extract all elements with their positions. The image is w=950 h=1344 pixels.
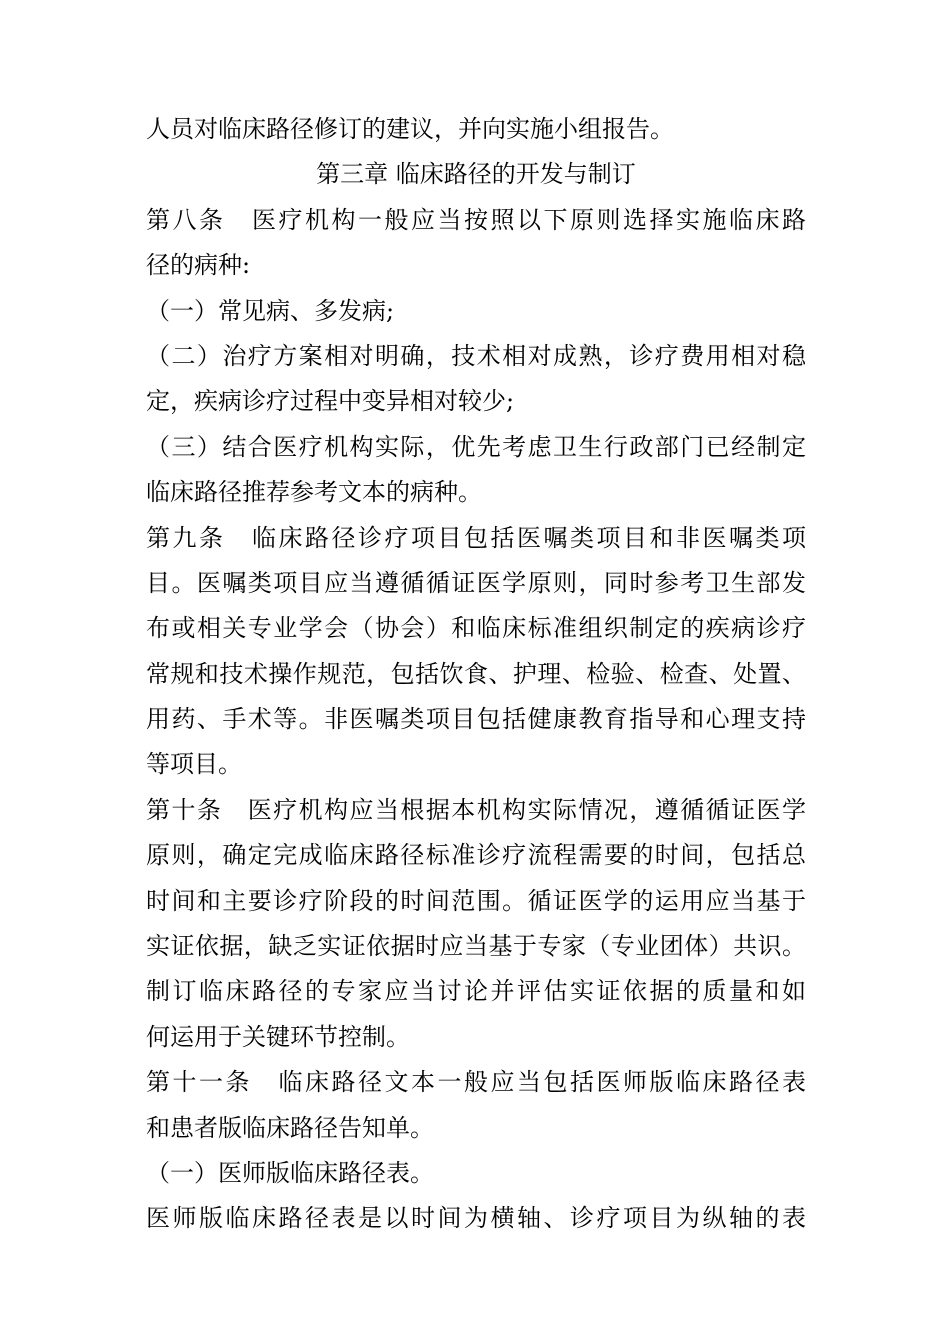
paragraph-line: 医师版临床路径表是以时间为横轴、诊疗项目为纵轴的表	[146, 1204, 806, 1233]
paragraph-line: 第九条 临床路径诊疗项目包括医嘱类项目和非医嘱类项	[146, 523, 806, 552]
paragraph-line: 临床路径推荐参考文本的病种。	[146, 478, 482, 507]
paragraph-line: 第十条 医疗机构应当根据本机构实际情况，遵循循证医学	[146, 795, 806, 824]
chapter-heading: 第三章 临床路径的开发与制订	[316, 160, 636, 189]
paragraph-line: 人员对临床路径修订的建议，并向实施小组报告。	[146, 115, 674, 143]
paragraph-line: 用药、手术等。非医嘱类项目包括健康教育指导和心理支持	[146, 705, 806, 734]
paragraph-line: 第十一条 临床路径文本一般应当包括医师版临床路径表	[146, 1068, 806, 1097]
paragraph-line: 原则，确定完成临床路径标准诊疗流程需要的时间，包括总	[146, 841, 806, 870]
list-item: （二）治疗方案相对明确，技术相对成熟，诊疗费用相对稳	[146, 341, 806, 370]
paragraph-line: 径的病种:	[146, 251, 251, 280]
paragraph-line: 等项目。	[146, 750, 242, 779]
list-item: （一）医师版临床路径表。	[146, 1158, 434, 1187]
paragraph-line: 和患者版临床路径告知单。	[146, 1113, 434, 1142]
list-item: （三）结合医疗机构实际，优先考虑卫生行政部门已经制定	[146, 432, 806, 461]
paragraph-line: 制订临床路径的专家应当讨论并评估实证依据的质量和如	[146, 977, 806, 1006]
list-item: （一）常见病、多发病;	[146, 296, 395, 325]
paragraph-line: 时间和主要诊疗阶段的时间范围。循证医学的运用应当基于	[146, 886, 806, 915]
paragraph-line: 定，疾病诊疗过程中变异相对较少;	[146, 387, 515, 416]
paragraph-line: 实证依据，缺乏实证依据时应当基于专家（专业团体）共识。	[146, 932, 806, 961]
document-page	[146, 107, 806, 1242]
paragraph-line: 目。医嘱类项目应当遵循循证医学原则，同时参考卫生部发	[146, 568, 806, 597]
paragraph-line: 何运用于关键环节控制。	[146, 1022, 410, 1051]
paragraph-line: 常规和技术操作规范，包括饮食、护理、检验、检查、处置、	[146, 659, 806, 688]
paragraph-line: 第八条 医疗机构一般应当按照以下原则选择实施临床路	[146, 205, 806, 234]
paragraph-line: 布或相关专业学会（协会）和临床标准组织制定的疾病诊疗	[146, 614, 806, 643]
